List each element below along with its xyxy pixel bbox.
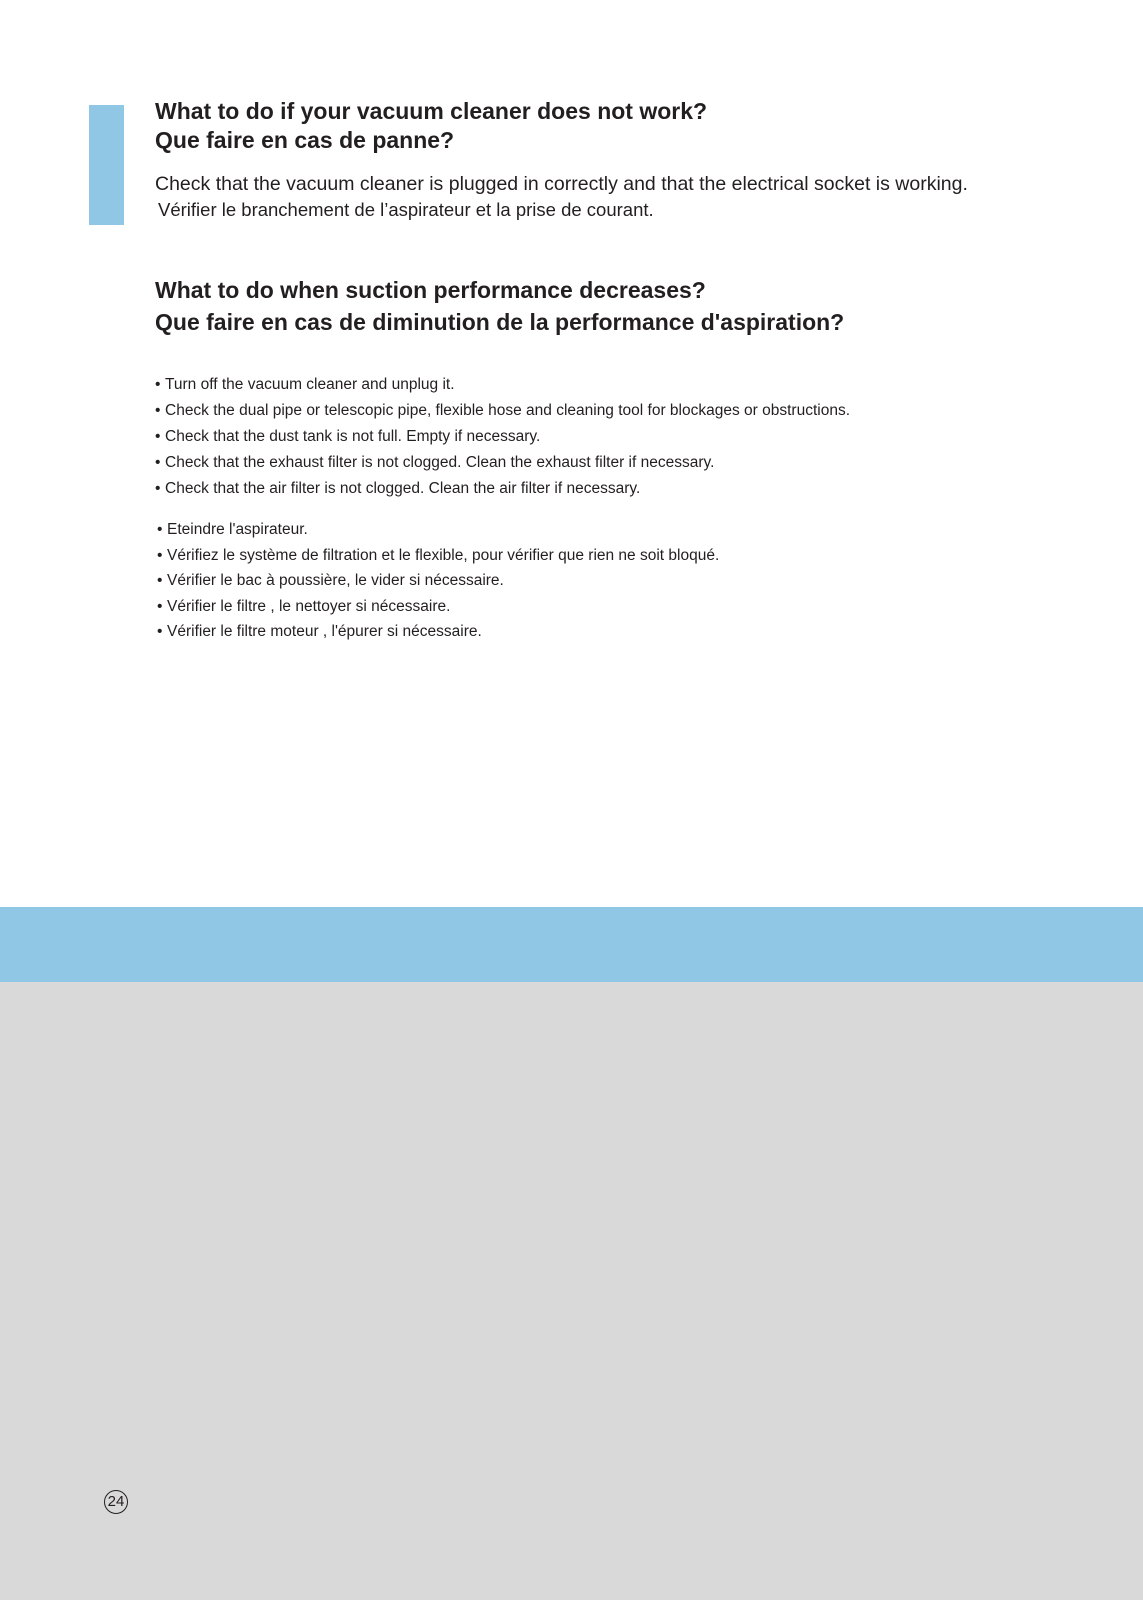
- list-item: • Check that the air filter is not clogged. Clean the air filter if necessary.: [155, 480, 641, 497]
- section2-title-en: What to do when suction performance decreases?: [155, 277, 706, 303]
- list-item: • Vérifier le filtre , le nettoyer si nécessaire.: [157, 597, 451, 615]
- list-item: • Check that the dust tank is not full. Empty if necessary.: [155, 428, 541, 445]
- list-item: • Vérifier le bac à poussière, le vider si nécessaire.: [157, 572, 504, 589]
- list-item: • Eteindre l'aspirateur.: [157, 521, 308, 538]
- section-accent-bar: [89, 105, 124, 225]
- section1-title-en: What to do if your vacuum cleaner does not work?: [155, 98, 708, 124]
- suction-checklist-en: [155, 372, 850, 502]
- section2-title-fr: Que faire en cas de diminution de la performance d'aspiration?: [155, 309, 845, 335]
- list-item: • Check that the exhaust filter is not clogged. Clean the exhaust filter if necessary.: [155, 454, 715, 471]
- footer-grey-panel: [0, 982, 1143, 1600]
- suction-checklist-fr: [155, 517, 719, 645]
- page-number: 24: [104, 1490, 128, 1514]
- list-item: • Vérifier le filtre moteur , l'épurer si nécessaire.: [157, 623, 482, 640]
- footer-blue-band: [0, 907, 1143, 982]
- section2-title: [155, 274, 844, 338]
- section1-title: [155, 97, 707, 155]
- section1-text-en: Check that the vacuum cleaner is plugged in correctly and that the electrical socket is working.: [155, 173, 968, 195]
- list-item: • Turn off the vacuum cleaner and unplug it.: [155, 376, 455, 393]
- section1-text-fr: Vérifier le branchement de l’aspirateur et la prise de courant.: [158, 199, 654, 220]
- list-item: • Vérifiez le système de filtration et le flexible, pour vérifier que rien ne soit bloqué.: [157, 546, 720, 564]
- section1-title-fr: Que faire en cas de panne?: [155, 127, 455, 153]
- list-item: • Check the dual pipe or telescopic pipe, flexible hose and cleaning tool for blockages or obstructions.: [155, 402, 850, 419]
